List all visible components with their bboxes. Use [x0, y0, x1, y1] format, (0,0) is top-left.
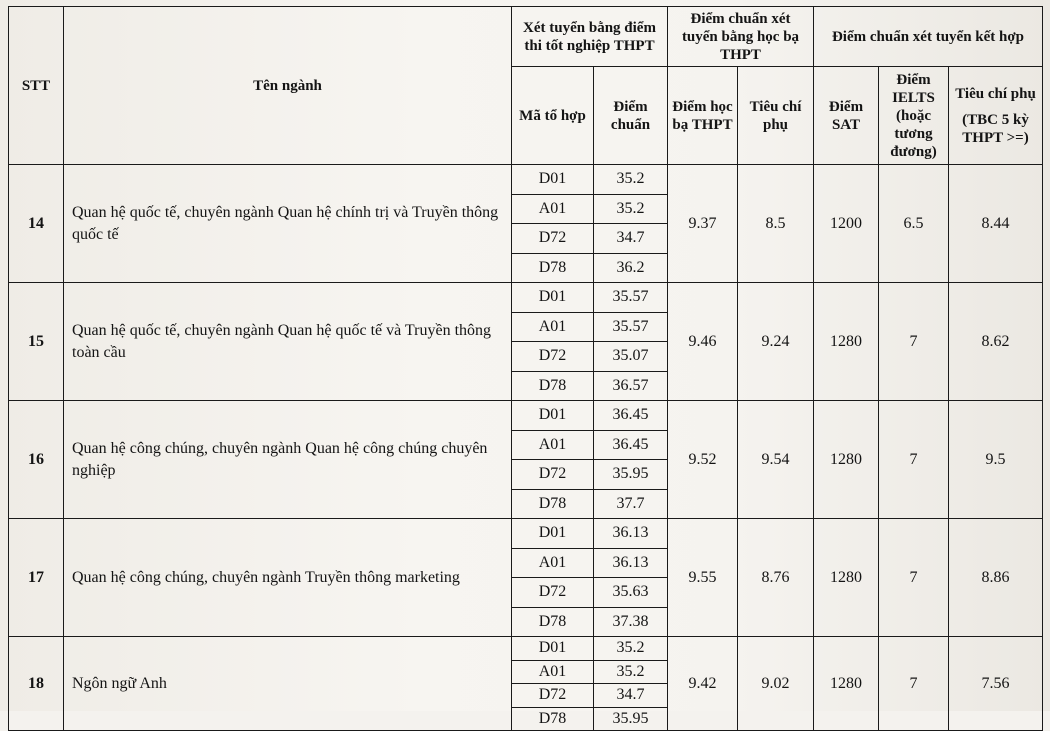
combo-score: 35.95	[594, 460, 668, 490]
hocba-tieu-chi-phu: 9.02	[738, 637, 814, 731]
header-tieu-chi-phu-hocba: Tiêu chí phụ	[738, 67, 814, 165]
combo-score: 35.95	[594, 707, 668, 731]
combo-score: 35.07	[594, 342, 668, 372]
hocba-tieu-chi-phu: 9.54	[738, 401, 814, 519]
header-tieu-chi-phu-ket-hop	[949, 67, 1043, 165]
combo-score: 34.7	[594, 684, 668, 708]
header-stt: STT	[9, 7, 64, 165]
combo-code: D72	[512, 460, 594, 490]
combo-code: A01	[512, 430, 594, 460]
header-tieu-chi-phu-note: (TBC 5 kỳ THPT >=)	[962, 111, 1029, 146]
hocba-score: 9.46	[668, 283, 738, 401]
row-stt: 14	[9, 165, 64, 283]
combo-score: 35.57	[594, 312, 668, 342]
combo-score: 35.2	[594, 637, 668, 661]
sat-score: 1280	[814, 401, 879, 519]
hocba-tieu-chi-phu: 8.76	[738, 519, 814, 637]
combo-code: D72	[512, 342, 594, 372]
combo-score: 36.13	[594, 548, 668, 578]
sat-score: 1280	[814, 519, 879, 637]
sat-score: 1280	[814, 283, 879, 401]
combo-score: 36.57	[594, 371, 668, 401]
header-ten-nganh: Tên ngành	[64, 7, 512, 165]
combo-score: 37.7	[594, 489, 668, 519]
combo-score: 34.7	[594, 224, 668, 254]
hocba-score: 9.52	[668, 401, 738, 519]
combo-code: D72	[512, 578, 594, 608]
combo-code: D78	[512, 707, 594, 731]
combo-score: 35.63	[594, 578, 668, 608]
ket-hop-tieu-chi-phu: 8.44	[949, 165, 1043, 283]
combo-score: 36.2	[594, 253, 668, 283]
combo-code: D01	[512, 519, 594, 549]
header-tieu-chi-phu-label: Tiêu chí phụ	[955, 85, 1036, 102]
table-row	[9, 401, 1043, 431]
row-ten-nganh: Ngôn ngữ Anh	[64, 637, 512, 731]
ielts-score: 7	[879, 519, 949, 637]
combo-score: 36.45	[594, 430, 668, 460]
hocba-tieu-chi-phu: 9.24	[738, 283, 814, 401]
combo-code: A01	[512, 312, 594, 342]
header-diem-ielts: Điểm IELTS (hoặc tương đương)	[879, 67, 949, 165]
header-diem-hoc-ba: Điểm học bạ THPT	[668, 67, 738, 165]
hocba-score: 9.37	[668, 165, 738, 283]
combo-code: A01	[512, 548, 594, 578]
combo-code: D78	[512, 489, 594, 519]
combo-code: D72	[512, 684, 594, 708]
row-stt: 18	[9, 637, 64, 731]
row-ten-nganh: Quan hệ quốc tế, chuyên ngành Quan hệ chính trị và Truyền thông quốc tế	[64, 165, 512, 283]
combo-code: D78	[512, 607, 594, 637]
row-stt: 16	[9, 401, 64, 519]
ket-hop-tieu-chi-phu: 9.5	[949, 401, 1043, 519]
ielts-score: 7	[879, 283, 949, 401]
combo-code: D78	[512, 253, 594, 283]
combo-score: 35.57	[594, 283, 668, 313]
table-body	[9, 165, 1043, 731]
combo-code: D01	[512, 283, 594, 313]
header-diem-sat: Điểm SAT	[814, 67, 879, 165]
table-header	[9, 7, 1043, 165]
combo-code: D01	[512, 165, 594, 195]
header-ma-to-hop: Mã tổ hợp	[512, 67, 594, 165]
combo-code: A01	[512, 194, 594, 224]
combo-score: 35.2	[594, 165, 668, 195]
combo-score: 36.13	[594, 519, 668, 549]
ielts-score: 6.5	[879, 165, 949, 283]
header-group-hocba: Điểm chuẩn xét tuyển bằng học bạ THPT	[668, 7, 814, 67]
header-diem-chuan: Điểm chuẩn	[594, 67, 668, 165]
combo-code: D01	[512, 637, 594, 661]
row-stt: 17	[9, 519, 64, 637]
hocba-tieu-chi-phu: 8.5	[738, 165, 814, 283]
row-stt: 15	[9, 283, 64, 401]
combo-score: 35.2	[594, 194, 668, 224]
admission-score-table	[8, 6, 1043, 731]
row-ten-nganh: Quan hệ công chúng, chuyên ngành Truyền thông marketing	[64, 519, 512, 637]
sat-score: 1200	[814, 165, 879, 283]
combo-score: 37.38	[594, 607, 668, 637]
ket-hop-tieu-chi-phu: 7.56	[949, 637, 1043, 731]
ket-hop-tieu-chi-phu: 8.62	[949, 283, 1043, 401]
table-row	[9, 519, 1043, 549]
header-group-ket-hop: Điểm chuẩn xét tuyển kết hợp	[814, 7, 1043, 67]
row-ten-nganh: Quan hệ quốc tế, chuyên ngành Quan hệ quốc tế và Truyền thông toàn cầu	[64, 283, 512, 401]
ielts-score: 7	[879, 401, 949, 519]
table-row	[9, 283, 1043, 313]
combo-score: 36.45	[594, 401, 668, 431]
header-group-thpt: Xét tuyển bằng điểm thi tốt nghiệp THPT	[512, 7, 668, 67]
hocba-score: 9.55	[668, 519, 738, 637]
combo-code: D78	[512, 371, 594, 401]
hocba-score: 9.42	[668, 637, 738, 731]
table-row	[9, 165, 1043, 195]
combo-code: D01	[512, 401, 594, 431]
combo-code: A01	[512, 660, 594, 684]
combo-code: D72	[512, 224, 594, 254]
combo-score: 35.2	[594, 660, 668, 684]
ielts-score: 7	[879, 637, 949, 731]
sat-score: 1280	[814, 637, 879, 731]
row-ten-nganh: Quan hệ công chúng, chuyên ngành Quan hệ công chúng chuyên nghiệp	[64, 401, 512, 519]
table-row	[9, 637, 1043, 661]
ket-hop-tieu-chi-phu: 8.86	[949, 519, 1043, 637]
